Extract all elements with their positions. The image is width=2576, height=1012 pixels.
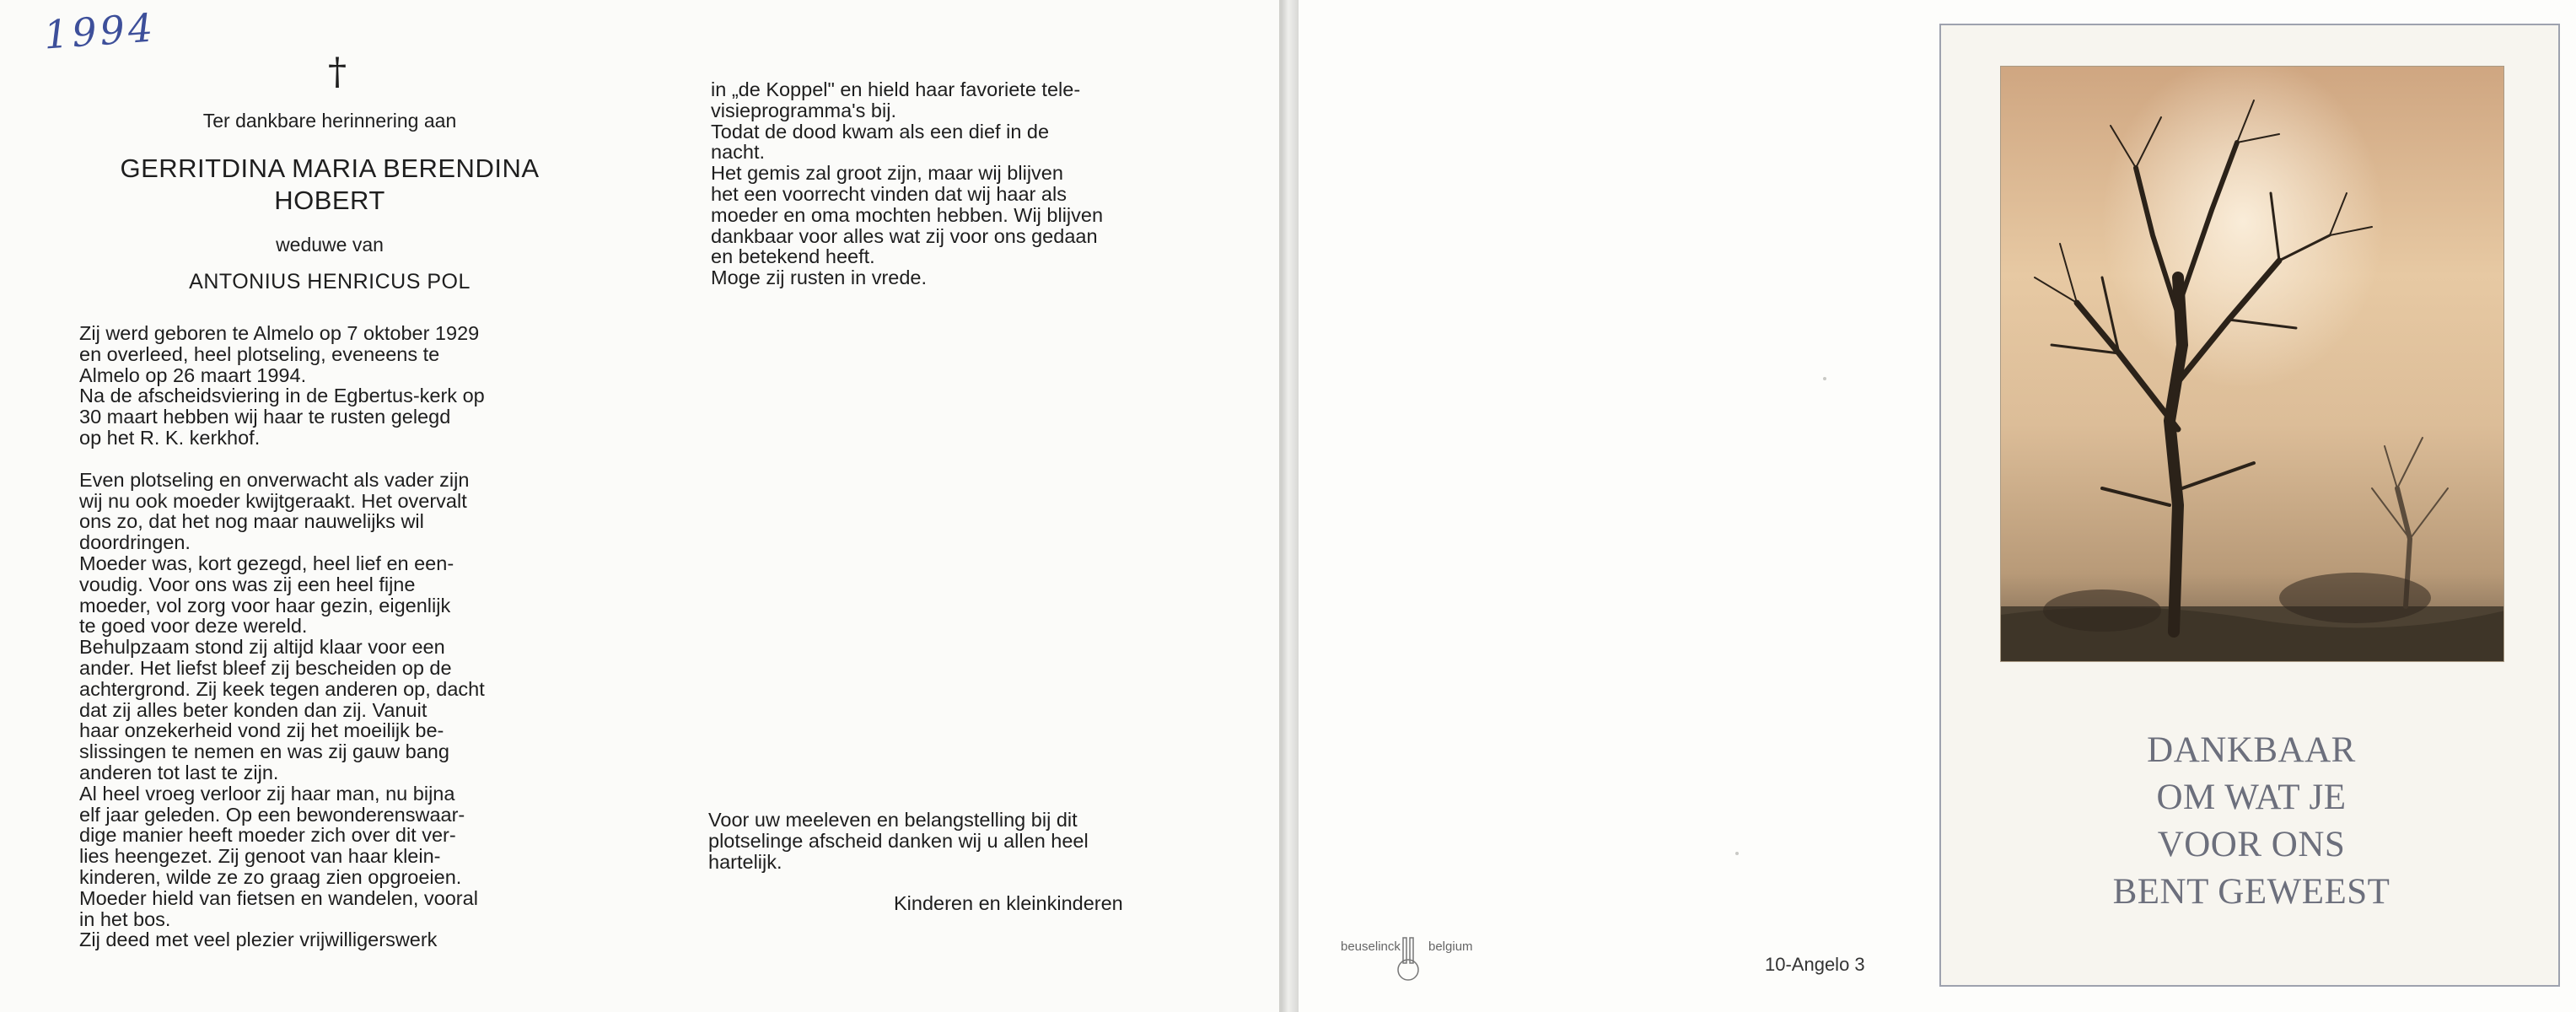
product-code: 10-Angelo 3 — [1765, 954, 1865, 975]
remembrance-continued-line: Moge zij rusten in vrede. — [711, 266, 928, 289]
remembrance-line: Moeder was, kort gezegd, heel lief en een- — [79, 552, 454, 574]
remembrance-line: kinderen, wilde ze zo graag zien opgroeien. — [79, 865, 462, 888]
biography-line: Zij werd geboren te Almelo op 7 oktober 1929 — [79, 322, 480, 344]
intro-text: Ter dankbare herinnering aan — [202, 110, 457, 132]
remembrance-continued-line: Todat de dood kwam als een dief in de — [711, 120, 1050, 143]
thanks-line: plotselinge afscheid danken wij u allen heel — [708, 829, 1089, 852]
remembrance-continued-line: het een voorrecht vinden dat wij haar als — [711, 182, 1067, 205]
remembrance-line: slissingen te nemen en was zij gauw bang — [79, 740, 449, 763]
publisher-name: beuselinck — [1341, 939, 1401, 954]
thanks-block — [708, 810, 1214, 872]
remembrance-line: achtergrond. Zij keek tegen anderen op, dacht — [79, 677, 485, 700]
biography-line: Almelo op 26 maart 1994. — [79, 363, 307, 386]
tree-photo — [2000, 66, 2504, 662]
remembrance-line: moeder, vol zorg voor haar gezin, eigenlijk — [79, 594, 451, 616]
husband-name: ANTONIUS HENRICUS POL — [189, 270, 471, 293]
publisher-country: belgium — [1428, 939, 1473, 954]
biography-line: Na de afscheidsviering in de Egbertus-kerk op — [79, 385, 485, 407]
remembrance-line: ons zo, dat het nog maar nauwelijks wil — [79, 510, 424, 533]
biography-block — [79, 323, 580, 449]
remembrance-line: Behulpzaam stond zij altijd klaar voor een — [79, 636, 445, 659]
remembrance-line: lies heengezet. Zij genoot van haar klein- — [79, 845, 441, 868]
paper-speck — [1735, 852, 1739, 855]
remembrance-line: dige manier heeft moeder zich over dit ver- — [79, 824, 456, 847]
cover-title-line1: DANKBAAR — [2147, 730, 2356, 770]
remembrance-line: voudig. Voor ons was zij een heel fijne — [79, 573, 416, 595]
left-column — [79, 110, 580, 950]
widow-of-label: weduwe van — [276, 234, 384, 256]
remembrance-line: doordringen. — [79, 531, 191, 554]
biography-line: 30 maart hebben wij haar te rusten gelegd — [79, 406, 451, 428]
remembrance-line: ander. Het liefst bleef zij bescheiden op de — [79, 656, 452, 679]
remembrance-line: Even plotseling en onverwacht als vader zijn — [79, 468, 470, 491]
remembrance-continued-line: nacht. — [711, 141, 766, 164]
remembrance-continued-line: in „de Koppel" en hield haar favoriete tele- — [711, 78, 1081, 100]
remembrance-line: dat zij alles beter konden dan zij. Vanuit — [79, 698, 428, 721]
remembrance-line: Al heel vroeg verloor zij haar man, nu bijna — [79, 782, 455, 805]
remembrance-line: te goed voor deze wereld. — [79, 615, 308, 638]
remembrance-continued-line: moeder en oma mochten hebben. Wij blijven — [711, 203, 1104, 226]
remembrance-block — [79, 470, 580, 950]
remembrance-continued-line: en betekend heeft. — [711, 245, 875, 268]
remembrance-line: anderen tot last te zijn. — [79, 761, 279, 783]
remembrance-line: in het bos. — [79, 907, 171, 930]
deceased-name-line2: HOBERT — [274, 186, 385, 215]
publisher-emblem-icon — [1391, 936, 1425, 983]
closing-signature: Kinderen en kleinkinderen — [894, 892, 1123, 914]
handwritten-year: 1994 — [42, 4, 158, 58]
remembrance-line: Zij deed met veel plezier vrijwilligerswerk — [79, 929, 438, 951]
thanks-line: hartelijk. — [708, 850, 782, 873]
remembrance-line: haar onzekerheid vond zij het moeilijk be- — [79, 719, 444, 742]
cover-title-line4: BENT GEWEEST — [2112, 872, 2390, 912]
cover-title-line3: VOOR ONS — [2157, 825, 2346, 864]
remembrance-continued-line: dankbaar voor alles wat zij voor ons gedaan — [711, 224, 1098, 247]
biography-line: op het R. K. kerkhof. — [79, 426, 261, 449]
deceased-name-line1: GERRITDINA MARIA BERENDINA — [120, 153, 540, 183]
remembrance-line: Moeder hield van fietsen en wandelen, vooral — [79, 886, 478, 909]
paper-speck — [1823, 377, 1826, 380]
cover-title — [2100, 727, 2403, 916]
middle-column — [711, 79, 1215, 288]
thanks-line: Voor uw meeleven en belangstelling bij dit — [708, 809, 1078, 831]
biography-line: en overleed, heel plotseling, eveneens te — [79, 342, 440, 365]
remembrance-line: elf jaar geleden. Op een bewonderenswaar- — [79, 803, 465, 826]
tree-photo-illustration — [2001, 67, 2504, 662]
cover-title-line2: OM WAT JE — [2156, 778, 2347, 817]
remembrance-line: wij nu ook moeder kwijtgeraakt. Het overvalt — [79, 489, 467, 512]
publisher-logo — [1341, 936, 1476, 983]
remembrance-continued-line: visieprogramma's bij. — [711, 99, 896, 121]
fold-gutter — [1282, 0, 1299, 1012]
cross-icon: † — [328, 51, 347, 94]
remembrance-continued-line: Het gemis zal groot zijn, maar wij blijven — [711, 162, 1063, 185]
